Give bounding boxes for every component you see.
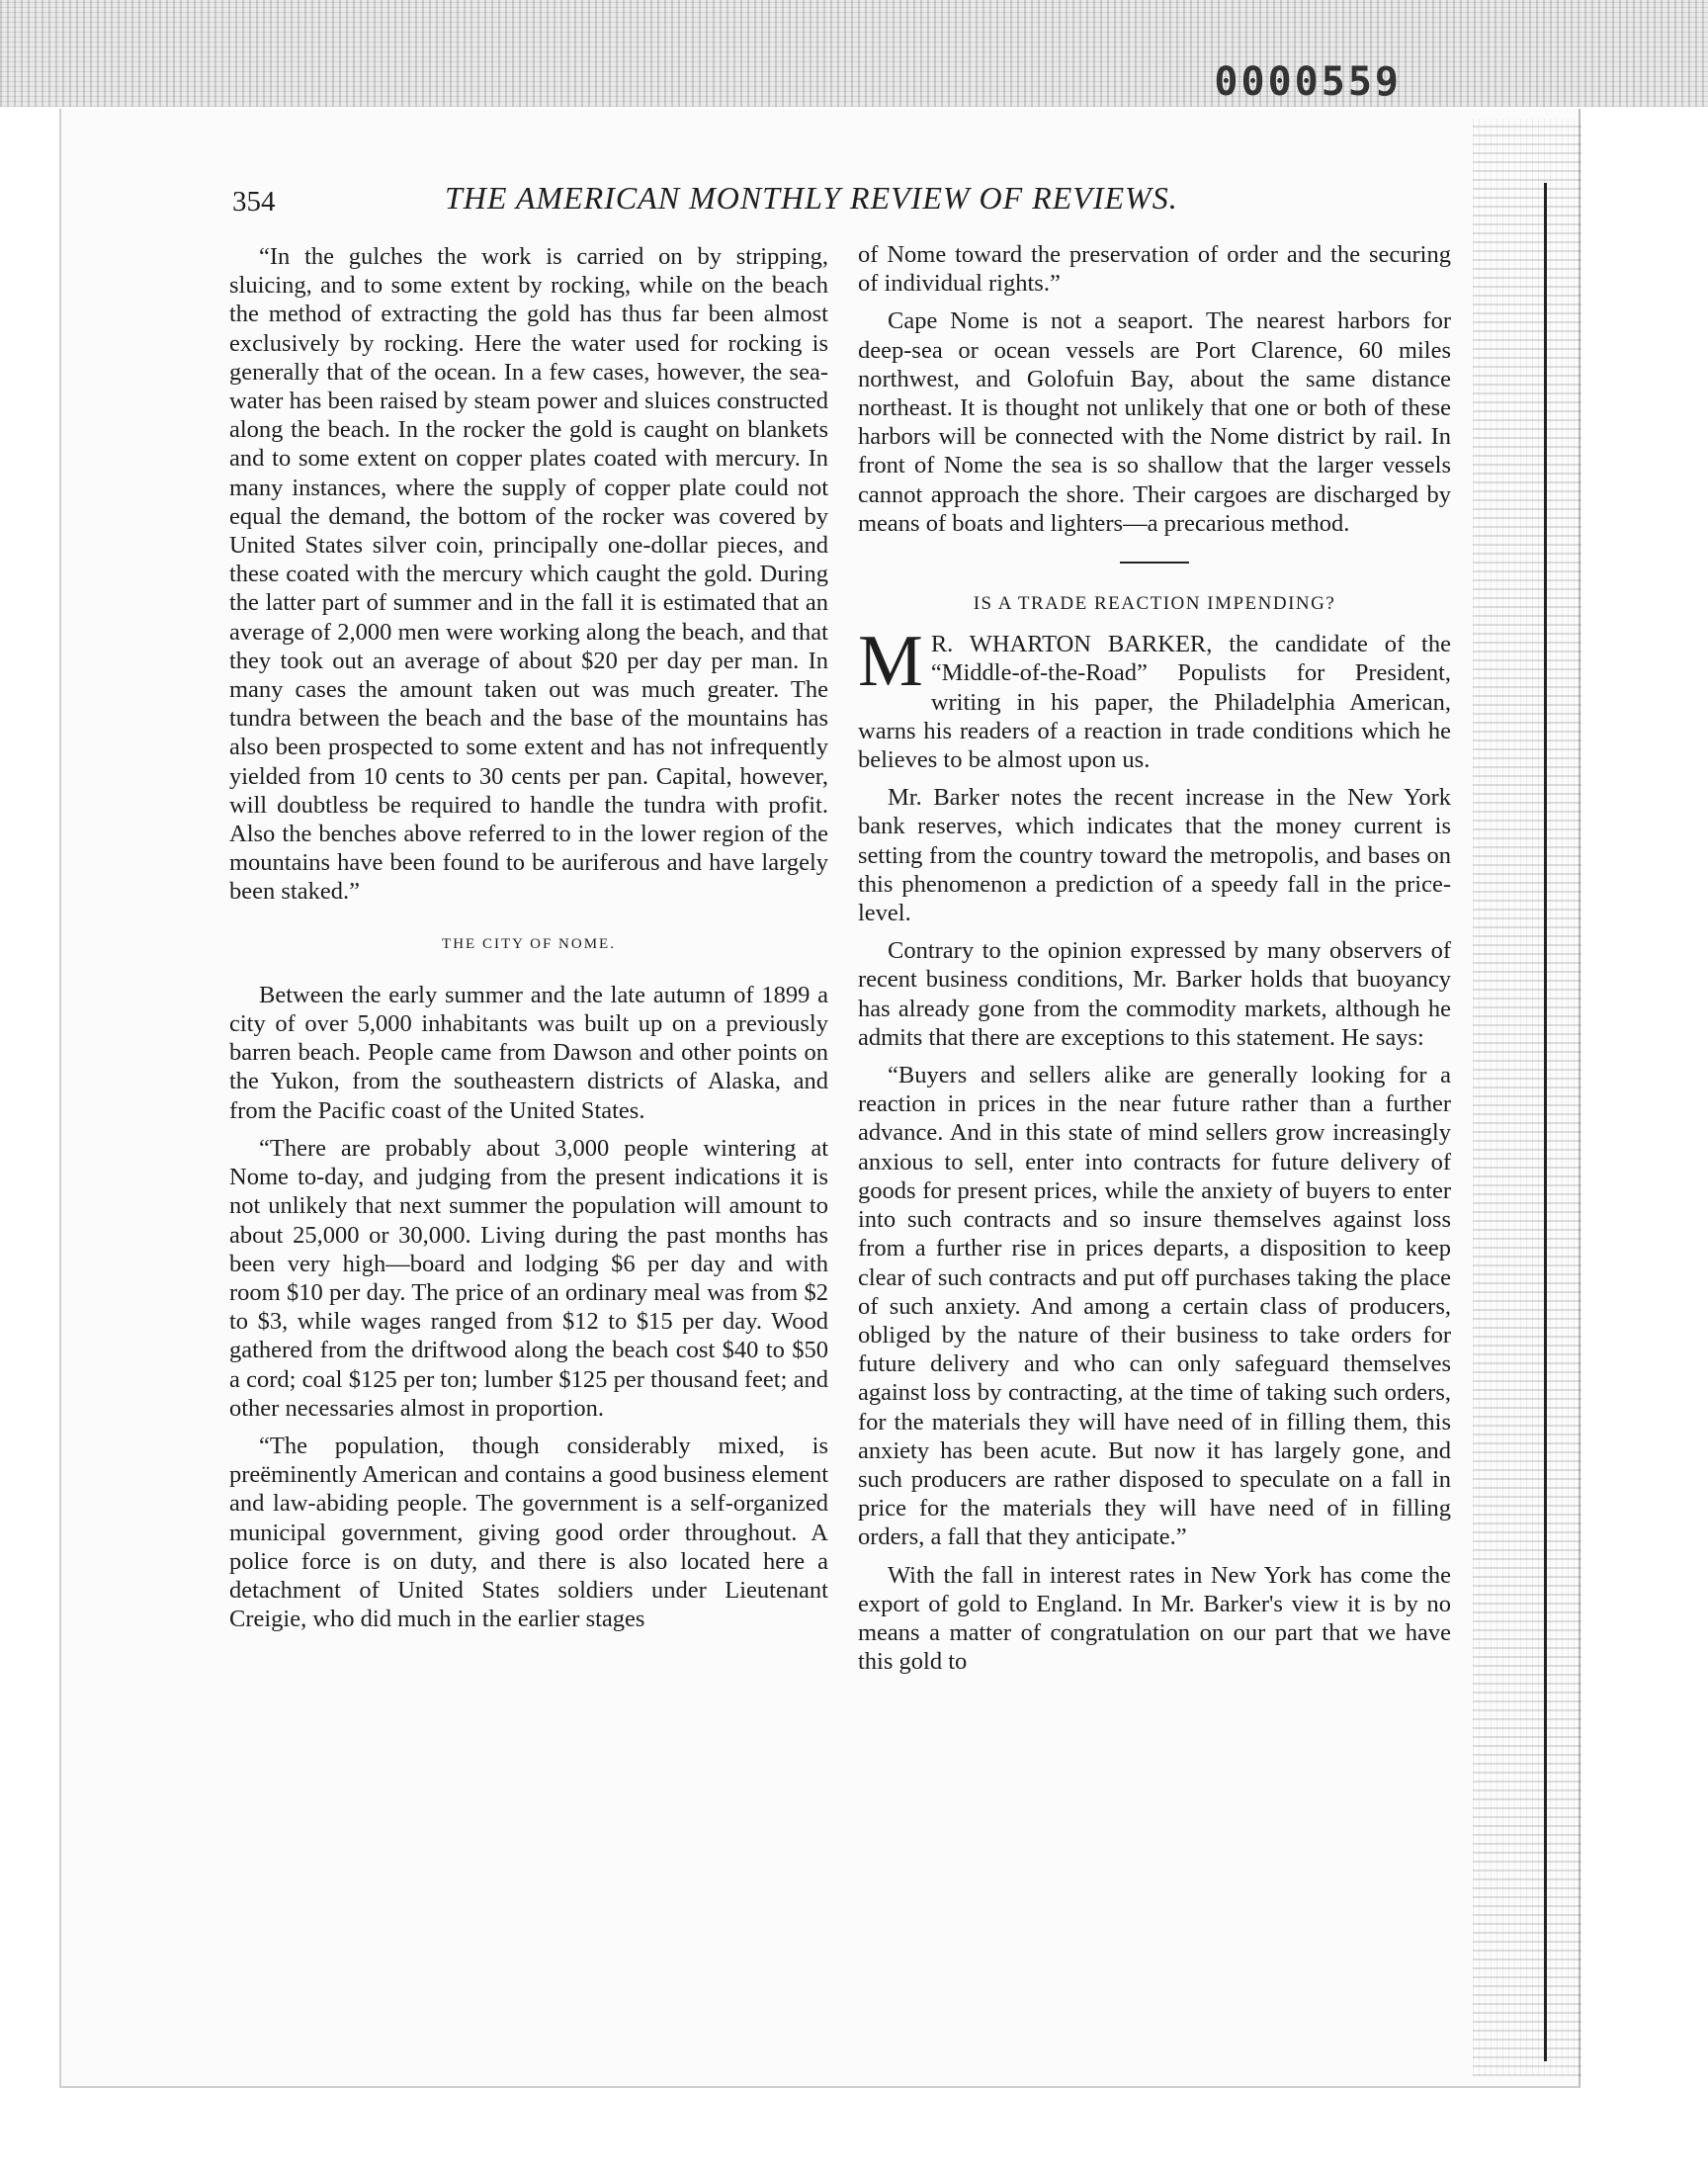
scan-right-edge	[1473, 119, 1581, 2076]
right-column	[858, 240, 1451, 1685]
paragraph: Mr. Barker notes the recent increase in the New York bank reserves, which indicates that the money current is setting from the country toward the metropolis, and bases on this phenomenon a prediction of a speedy fall in the price-level.	[858, 784, 1451, 927]
paragraph: Between the early summer and the late autumn of 1899 a city of over 5,000 inhabitants was built up on a previously barren beach. People came from Dawson and other points on the Yukon, from the southeastern districts of Alaska, and from the Pacific coast of the United States.	[229, 981, 828, 1124]
archive-stamp-number: 0000559	[1214, 59, 1402, 105]
page-number: 354	[232, 186, 276, 218]
left-column	[229, 242, 828, 1642]
lead-text: R. WHARTON BARKER, the candidate of the “Middle-of-the-Road” Populists for President, writing in his paper, the Philadelphia American, warns his readers of a reaction in trade conditions which he believes to be almost upon us.	[858, 631, 1451, 774]
binding-edge-line	[1544, 183, 1547, 2061]
quoted-paragraph: “Buyers and sellers alike are generally looking for a reaction in prices in the near future rather than a further advance. And in this state of mind sellers grow increasingly anxious to sell, enter into contracts for future delivery of goods for present prices, while the anxiety of buyers to enter into such contracts and so insure themselves against loss from a further rise in prices departs, a disposition to keep clear of such contracts and put off purchases taking the place of such anxiety. And among a certain class of producers, obliged by the nature of their business to take orders for future delivery and who can only safeguard themselves against loss by contracting, at the time of taking such orders, for the materials they will have need of in filling them, this anxiety has been acute. But now it has largely gone, and such producers are rather disposed to speculate on a fall in price for the materials they will have need of in filling orders, a fall that they anticipate.”	[858, 1062, 1451, 1551]
drop-cap: M	[858, 621, 923, 703]
paragraph: “There are probably about 3,000 people wintering at Nome to-day, and judging from the present indications it is not unlikely that next summer the population will amount to about 25,000 or 30,000. Living during the past months has been very high—board and lodging $6 per day and with room $10 per day. The price of an ordinary meal was from $2 to $3, while wages ranged from $12 to $15 per day. Wood gathered from the driftwood along the beach cost $40 to $50 a cord; coal $125 per ton; lumber $125 per thousand feet; and other necessaries almost in proportion.	[229, 1134, 828, 1422]
scan-top-border	[0, 0, 1708, 107]
lead-paragraph	[858, 621, 1451, 774]
paragraph: “The population, though considerably mixed, is preëminently American and contains a good business element and law-abiding people. The government is a self-organized municipal government, giving good order throughout. A police force is on duty, and there is also located here a detachment of United States soldiers under Lieutenant Creigie, who did much in the earlier stages	[229, 1432, 828, 1633]
paragraph: of Nome toward the preservation of order and the securing of individual rights.”	[858, 241, 1451, 298]
paragraph: Cape Nome is not a seaport. The nearest harbors for deep-sea or ocean vessels are Port Clarence, 60 miles northwest, and Golofuin Bay, about the same distance northeast. It is thought not unlikely that one or both of these harbors will be connected with the Nome district by rail. In front of Nome the sea is so shallow that the larger vessels cannot approach the shore. Their cargoes are discharged by means of boats and lighters—a precarious method.	[858, 307, 1451, 537]
paragraph: With the fall in interest rates in New York has come the export of gold to England. In Mr. Barker's view it is by no means a matter of congratulation on our part that we have this gold to	[858, 1561, 1451, 1676]
running-title: THE AMERICAN MONTHLY REVIEW OF REVIEWS.	[445, 180, 1178, 216]
page-header	[232, 180, 1240, 229]
paragraph: “In the gulches the work is carried on by stripping, sluicing, and to some extent by rocking, while on the beach the method of extracting the gold has thus far been almost exclusively by rocking. Here the water used for rocking is generally that of the ocean. In a few cases, however, the sea-water has been raised by steam power and sluices constructed along the beach. In the rocker the gold is caught on blankets and to some extent on copper plates coated with mercury. In many instances, where the supply of copper plate could not equal the demand, the bottom of the rocker was covered by United States silver coin, principally one-dollar pieces, and these coated with the mercury which caught the gold. During the latter part of summer and in the fall it is estimated that an average of 2,000 men were working along the beach, and that they took out an average of about $20 per day per man. In many cases the amount taken out was much greater. The tundra between the beach and the base of the mountains has also been prospected to some extent and has not infrequently yielded from 10 cents to 30 cents per pan. Capital, however, will doubtless be required to handle the tundra with profit. Also the benches above referred to in the lower region of the mountains have been found to be auriferous and have largely been staked.”	[229, 243, 828, 906]
section-divider	[1120, 562, 1189, 564]
article-heading: IS A TRADE REACTION IMPENDING?	[973, 593, 1336, 615]
paragraph: Contrary to the opinion expressed by many observers of recent business conditions, Mr. Barker holds that buoyancy has already gone from the commodity markets, although he admits that there are exceptions to this statement. He says:	[858, 937, 1451, 1051]
section-heading: THE CITY OF NOME.	[442, 935, 616, 952]
